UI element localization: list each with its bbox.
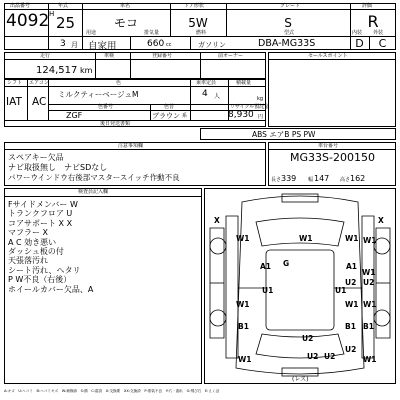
shift: IAT (6, 96, 22, 108)
usage: 自家用 (88, 41, 117, 52)
usage-label: 用途 (86, 30, 97, 36)
inspector-line: P W不良（右後） (8, 275, 72, 285)
interior-color-suffix: 系 (182, 113, 188, 119)
inspector-line: 天張落汚れ (8, 256, 48, 266)
damage-mark: B1 (363, 322, 374, 331)
year: 25 (56, 14, 76, 32)
inspector-line: A C 効き悪い (8, 237, 57, 247)
mileage-unit: km (80, 66, 93, 75)
note-line-3: パワーウインドウ右後部マスタースイッチ作動不良 (8, 173, 180, 182)
inspector-line: マフラー X (8, 228, 49, 238)
inspector-line: トランクフロア U (8, 209, 73, 219)
width: 147 (314, 174, 330, 183)
mileage-label: 走行 (40, 53, 51, 59)
year-label: 年式 (58, 3, 69, 9)
damage-mark: G (283, 259, 290, 268)
rear-label: (レス) (292, 376, 309, 383)
damage-mark: A1 (346, 262, 358, 271)
type-label: 型式 (284, 30, 295, 36)
inspection-label: 車検 (104, 53, 115, 59)
sales-point-label: セールスポイント (308, 53, 348, 59)
model: モコ (113, 16, 138, 30)
damage-mark: W1 (363, 300, 377, 309)
color-code-label: 色番号 (98, 104, 114, 110)
damage-mark: W1 (236, 300, 250, 309)
interior-color: ブラウン (152, 112, 180, 120)
damage-mark: U2 (307, 352, 319, 361)
inspector-title: 検査員記入欄 (78, 189, 109, 195)
aftermarket-label: 後日発送書類 (100, 121, 131, 127)
recycle-unit: 円 (258, 114, 264, 120)
displacement-unit: cc (166, 42, 172, 48)
footer-legend: A:キズ U:ヘコミ B:ヘコミキズ W:補修跡 S:錆 C:腐食 X:交換要 XX:交換済 P:塗装不良 Y:穴・割れ G:飛び石 E:えくぼ (4, 389, 220, 393)
damage-mark: U2 (363, 278, 375, 287)
model-label: 車名 (120, 3, 131, 9)
seats-unit: 人 (214, 93, 221, 100)
weight-unit: kg (257, 96, 264, 102)
color-change-label: 色替 (164, 104, 175, 110)
shift-label: シフト (7, 80, 23, 86)
aircon-label: エアコン (29, 80, 49, 86)
type: DBA-MG33S (258, 38, 316, 49)
displacement-label: 排気量 (144, 30, 160, 36)
damage-mark: B1 (238, 322, 249, 331)
score-label: 評価 (362, 3, 373, 9)
height: 162 (350, 174, 366, 183)
damage-mark: U1 (262, 286, 274, 295)
registration-label: 登録番号 (152, 53, 173, 59)
length: 339 (281, 174, 297, 183)
interior-label: 内装 (352, 30, 363, 36)
lot-label: 出品番号 (10, 3, 31, 9)
exterior-score: C (378, 37, 387, 50)
seats: 4 (202, 89, 208, 99)
equipment: ABS エアB PS PW (252, 130, 316, 139)
color-label: 色 (116, 80, 122, 86)
month: 3 (60, 39, 66, 49)
lot-number: 4092 (6, 11, 50, 31)
interior-score: D (355, 37, 364, 50)
exterior-label: 外装 (373, 30, 384, 36)
damage-mark: W1 (362, 268, 376, 277)
frame-mark: X (214, 216, 220, 225)
inspector-line: Fサイドメンバー W (8, 200, 78, 209)
grade-label: グレード (280, 3, 301, 9)
damage-mark: U2 (324, 352, 336, 361)
sales-point-box (268, 52, 396, 127)
score: R (367, 12, 379, 31)
color-code: ZGF (66, 111, 83, 120)
displacement: 660 (147, 39, 165, 49)
aircon: AC (32, 96, 47, 108)
chassis-title: 車台番号 (318, 143, 339, 149)
doors: 5W (188, 16, 208, 30)
damage-mark: W1 (236, 234, 250, 243)
damage-mark: U2 (345, 345, 357, 354)
fuel-label: 燃料 (196, 30, 207, 36)
era: H (49, 10, 55, 18)
color: ミルクティーベージュM (58, 90, 139, 99)
prev-owner-label: 前オーナー (218, 53, 244, 59)
notes-title: 注意事項欄 (118, 143, 144, 149)
recycle-amount: 8,930 (228, 110, 254, 120)
damage-mark: U2 (345, 278, 357, 287)
load-label: 積載量 (236, 80, 252, 86)
damage-mark: W1 (345, 234, 359, 243)
note-line-2: ナビ取扱無し ナビSDなし (8, 163, 108, 172)
damage-mark: W1 (299, 234, 313, 243)
damage-mark: U1 (335, 286, 347, 295)
inspector-line: ダッシュ板の付 (8, 247, 64, 256)
damage-mark: W1 (345, 300, 359, 309)
length-label: 長さ (271, 177, 282, 183)
damage-mark: U2 (302, 334, 314, 343)
inspector-line: シート汚れ、ヘタリ (8, 265, 81, 275)
damage-mark: A1 (260, 262, 272, 271)
damage-mark: B1 (345, 322, 356, 331)
grade: S (284, 16, 292, 30)
mileage: 124,517 (36, 65, 78, 76)
fuel: ガソリン (198, 41, 226, 49)
chassis-number: MG33S-200150 (290, 151, 375, 164)
recycle-label: リサイクル預託金 (230, 104, 270, 110)
damage-mark: W1 (363, 355, 377, 364)
inspector-line: ホイールカバー欠品、A (8, 284, 94, 294)
month-unit: 月 (71, 41, 78, 49)
note-line-1: スペアキー欠品 (8, 153, 64, 162)
damage-mark: W1 (238, 355, 252, 364)
height-label: 高さ (340, 177, 351, 183)
seats-label: 乗車定員 (196, 80, 217, 86)
frame-mark: X (378, 216, 384, 225)
damage-mark: W1 (363, 236, 377, 245)
inspector-line: コアサポート X X (8, 218, 73, 228)
doors-label: ドア形状 (184, 3, 204, 9)
width-label: 幅 (308, 177, 314, 183)
